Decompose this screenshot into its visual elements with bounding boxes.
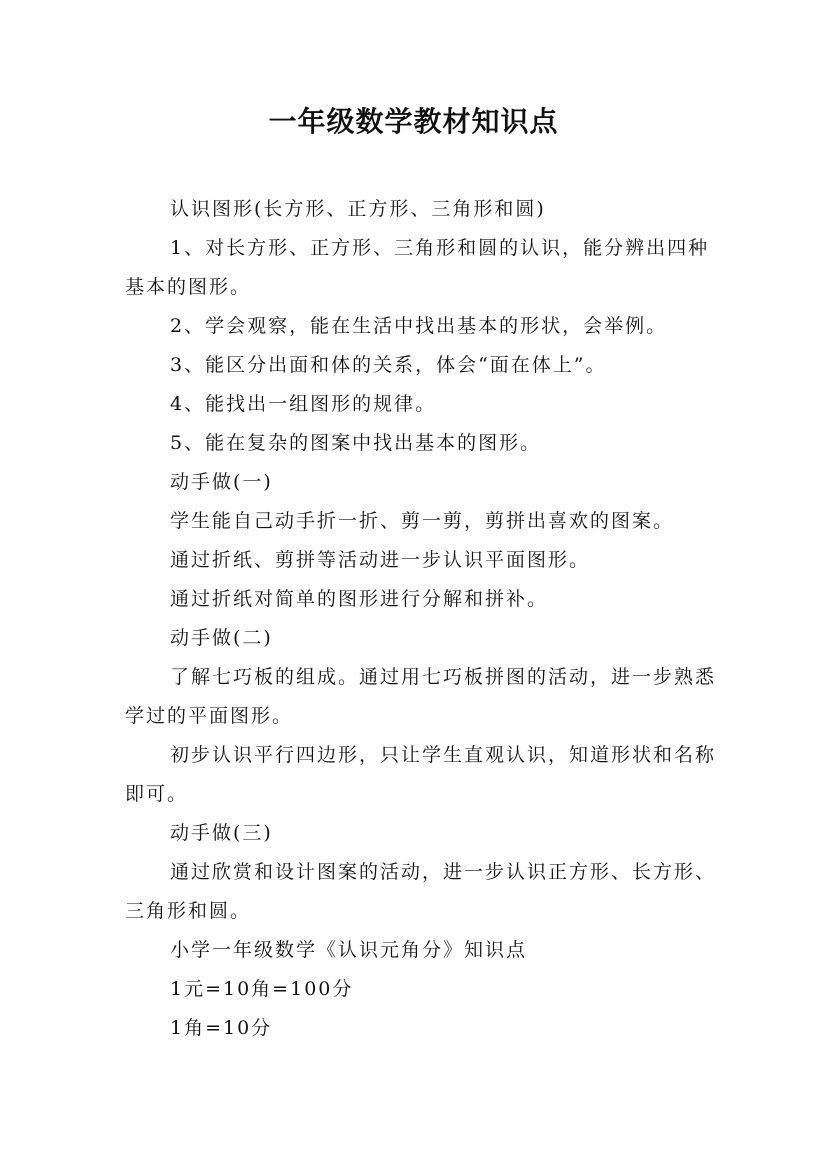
paragraph-point-3: 3、能区分出面和体的关系，体会“面在体上”。 <box>170 354 607 376</box>
section-heading-hands-on-2: 动手做(二) <box>170 627 273 649</box>
section-heading-hands-on-3: 动手做(三) <box>170 822 273 844</box>
paragraph: 通过折纸、剪拼等活动进一步认识平面图形。 <box>170 549 591 571</box>
paragraph-money-rule-2: 1角=10分 <box>170 1017 273 1039</box>
paragraph-point-2: 2、学会观察，能在生活中找出基本的形状，会举例。 <box>170 315 668 337</box>
section-heading-shapes: 认识图形(长方形、正方形、三角形和圆) <box>170 198 546 220</box>
section-heading-money: 小学一年级数学《认识元角分》知识点 <box>170 939 528 961</box>
document-title: 一年级数学教材知识点 <box>268 105 559 138</box>
paragraph-money-rule-1: 1元=10角=100分 <box>170 978 354 1000</box>
paragraph-point-1: 1、对长方形、正方形、三角形和圆的认识，能分辨出四种基本的图形。 <box>125 237 710 298</box>
document-body <box>125 190 725 1048</box>
paragraph-point-4: 4、能找出一组图形的规律。 <box>170 393 437 415</box>
paragraph-point-5: 5、能在复杂的图案中找出基本的图形。 <box>170 432 542 454</box>
paragraph: 学生能自己动手折一折、剪一剪，剪拼出喜欢的图案。 <box>170 510 675 532</box>
paragraph: 初步认识平行四边形，只让学生直观认识，知道形状和名称即可。 <box>125 744 717 805</box>
paragraph: 通过欣赏和设计图案的活动，进一步认识正方形、长方形、三角形和圆。 <box>125 861 717 922</box>
paragraph: 了解七巧板的组成。通过用七巧板拼图的活动，进一步熟悉学过的平面图形。 <box>125 666 717 727</box>
section-heading-hands-on-1: 动手做(一) <box>170 471 273 493</box>
paragraph: 通过折纸对简单的图形进行分解和拼补。 <box>170 588 549 610</box>
